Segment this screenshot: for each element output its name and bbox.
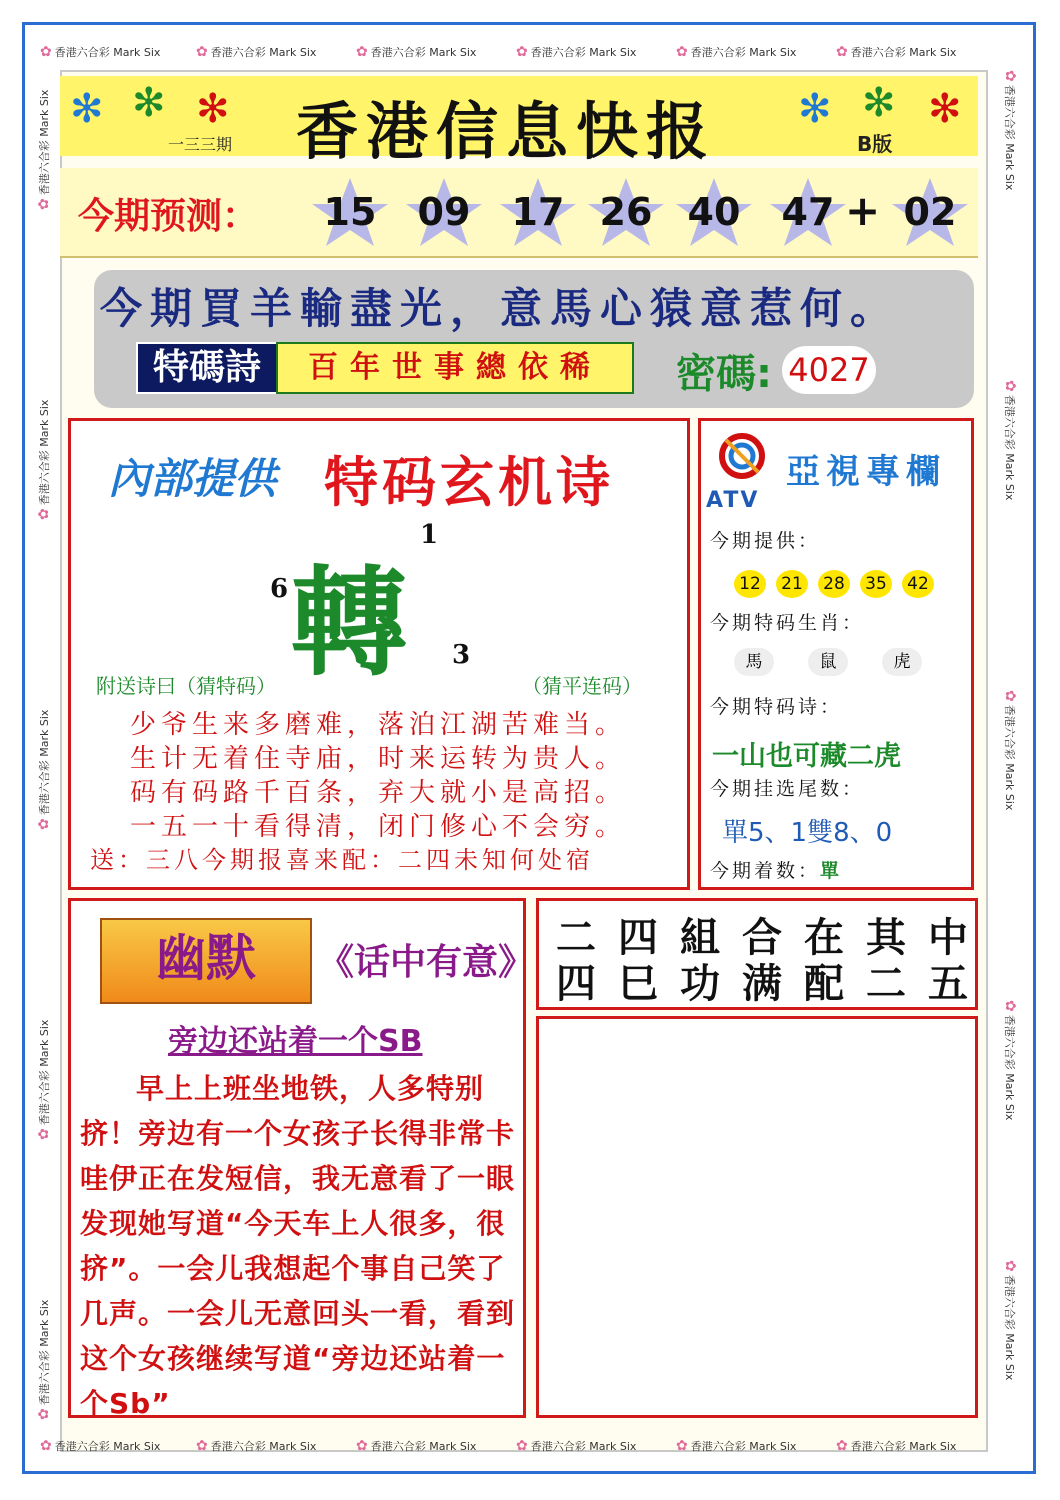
humor-title: 旁边还站着一个SB <box>168 1024 423 1059</box>
brand-label: ✿ 香港六合彩 Mark Six <box>356 1438 477 1454</box>
provide-label: 今期提供： <box>710 530 821 552</box>
riddle-number: 6 <box>270 574 289 604</box>
number-ball: 28 <box>818 570 850 598</box>
atv-column-title: 亞視專欄 <box>786 452 946 492</box>
asterisk-icon: ✻ <box>928 86 962 132</box>
brand-label: ✿ 香港六合彩 Mark Six <box>40 44 161 60</box>
brand-label: ✿香港六合彩 Mark Six <box>36 89 52 210</box>
blank-box <box>536 1016 978 1418</box>
mystery-poem-title: 特码玄机诗 <box>324 451 614 514</box>
atv-logo-text: ATV <box>706 488 760 513</box>
asterisk-icon: ✻ <box>196 86 230 132</box>
brand-label: ✿ 香港六合彩 Mark Six <box>836 44 957 60</box>
version-label: B版 <box>857 132 893 156</box>
code-value: 4027 <box>782 346 876 394</box>
brand-label: ✿ 香港六合彩 Mark Six <box>676 44 797 60</box>
zodiac-item: 馬 <box>734 648 774 676</box>
number-text: 26 <box>599 190 653 234</box>
brand-label: ✿香港六合彩 Mark Six <box>36 709 52 830</box>
internal-provide-label: 內部提供 <box>108 454 277 503</box>
riddle-number: 3 <box>452 640 471 670</box>
brand-label: ✿香港六合彩 Mark Six <box>1002 70 1018 191</box>
number-text: 15 <box>323 190 377 234</box>
humor-badge: 幽默 <box>100 918 312 1004</box>
brand-label: ✿香港六合彩 Mark Six <box>1002 380 1018 501</box>
prediction-label: 今期预测： <box>78 196 259 237</box>
poem-verse: 码有码路千百条，弃大就小是高招。 <box>130 778 627 808</box>
number-ball: 21 <box>776 570 808 598</box>
brand-label: ✿ 香港六合彩 Mark Six <box>356 44 477 60</box>
predicted-number <box>674 176 754 248</box>
predicted-number <box>404 176 484 248</box>
riddle-number: 1 <box>420 520 439 550</box>
page-title: 香港信息快报 <box>296 95 717 168</box>
asterisk-icon: ✻ <box>132 80 166 126</box>
atv-poem: 一山也可藏二虎 <box>712 741 901 772</box>
brand-label: ✿ 香港六合彩 Mark Six <box>516 44 637 60</box>
combo-line: 四巳功满配二五 <box>556 961 990 1007</box>
plus-sign: + <box>845 186 881 235</box>
zodiac-item: 鼠 <box>808 648 848 676</box>
atv-logo-icon <box>712 428 772 486</box>
asterisk-icon: ✻ <box>798 86 832 132</box>
zhao-value: 單 <box>820 860 843 882</box>
atv-poem-label: 今期特码诗： <box>710 696 843 718</box>
brand-label: ✿ 香港六合彩 Mark Six <box>196 1438 317 1454</box>
number-ball: 35 <box>860 570 892 598</box>
riddle-character: 轉 <box>290 553 409 692</box>
brand-label: ✿香港六合彩 Mark Six <box>1002 1260 1018 1381</box>
number-ball: 42 <box>902 570 934 598</box>
zhao-line <box>710 856 842 883</box>
poem-label: 特碼詩 <box>136 342 278 394</box>
poem-text: 百年世事總依稀 <box>276 342 634 394</box>
number-text: 40 <box>687 190 741 234</box>
zodiac-item: 虎 <box>882 648 922 676</box>
number-text: 17 <box>511 190 565 234</box>
predicted-number <box>768 176 848 248</box>
zodiac-label: 今期特码生肖： <box>710 612 865 634</box>
number-text: 47 <box>781 190 835 234</box>
combo-line: 二四組合在其中 <box>556 915 990 961</box>
send-line: 送：三八今期报喜来配：二四未知何处宿 <box>90 846 594 874</box>
poem-verse: 生计无着住寺庙，时来运转为贵人。 <box>130 744 627 774</box>
brand-label: ✿香港六合彩 Mark Six <box>36 1299 52 1420</box>
zhao-label: 今期着数： <box>710 860 821 882</box>
guess-special-label: 附送诗曰（猜特码） <box>96 674 276 698</box>
brand-label: ✿ 香港六合彩 Mark Six <box>676 1438 797 1454</box>
humor-subtitle: 《话中有意》 <box>318 942 535 983</box>
tail-numbers: 單5、1雙8、0 <box>722 818 893 848</box>
number-text: 09 <box>417 190 471 234</box>
brand-label: ✿ 香港六合彩 Mark Six <box>836 1438 957 1454</box>
asterisk-icon: ✻ <box>862 80 896 126</box>
poem-verse: 少爷生来多磨难，落泊江湖苦难当。 <box>130 710 627 740</box>
brand-label: ✿ 香港六合彩 Mark Six <box>196 44 317 60</box>
code-label: 密碼: <box>676 351 772 397</box>
special-number <box>890 176 970 248</box>
predicted-number <box>310 176 390 248</box>
issue-number: 一三三期 <box>168 135 233 154</box>
brand-label: ✿ 香港六合彩 Mark Six <box>40 1438 161 1454</box>
guess-flat-label: （猜平连码） <box>522 674 642 698</box>
brand-label: ✿香港六合彩 Mark Six <box>1002 1000 1018 1121</box>
brand-label: ✿香港六合彩 Mark Six <box>36 399 52 520</box>
number-ball: 12 <box>734 570 766 598</box>
predicted-number <box>498 176 578 248</box>
predicted-number <box>586 176 666 248</box>
brand-label: ✿ 香港六合彩 Mark Six <box>516 1438 637 1454</box>
brand-label: ✿香港六合彩 Mark Six <box>36 1019 52 1140</box>
asterisk-icon: ✻ <box>70 86 104 132</box>
number-text: 02 <box>903 190 957 234</box>
poem-verse: 一五一十看得清，闭门修心不会穷。 <box>130 812 627 842</box>
humor-story: 早上上班坐地铁，人多特别挤！旁边有一个女孩子长得非常卡哇伊正在发短信，我无意看了一眼发现她写道“今天车上人很多，很挤”。一会儿我想起个事自己笑了几声。一会儿无意回头一看，看到这个女孩继续写道“旁边还站着一个Sb” <box>80 1072 516 1420</box>
brand-label: ✿香港六合彩 Mark Six <box>1002 690 1018 811</box>
slogan-text: 今期買羊輸盡光，意馬心猿意惹何。 <box>100 284 901 333</box>
tail-label: 今期挂选尾数： <box>710 778 865 800</box>
